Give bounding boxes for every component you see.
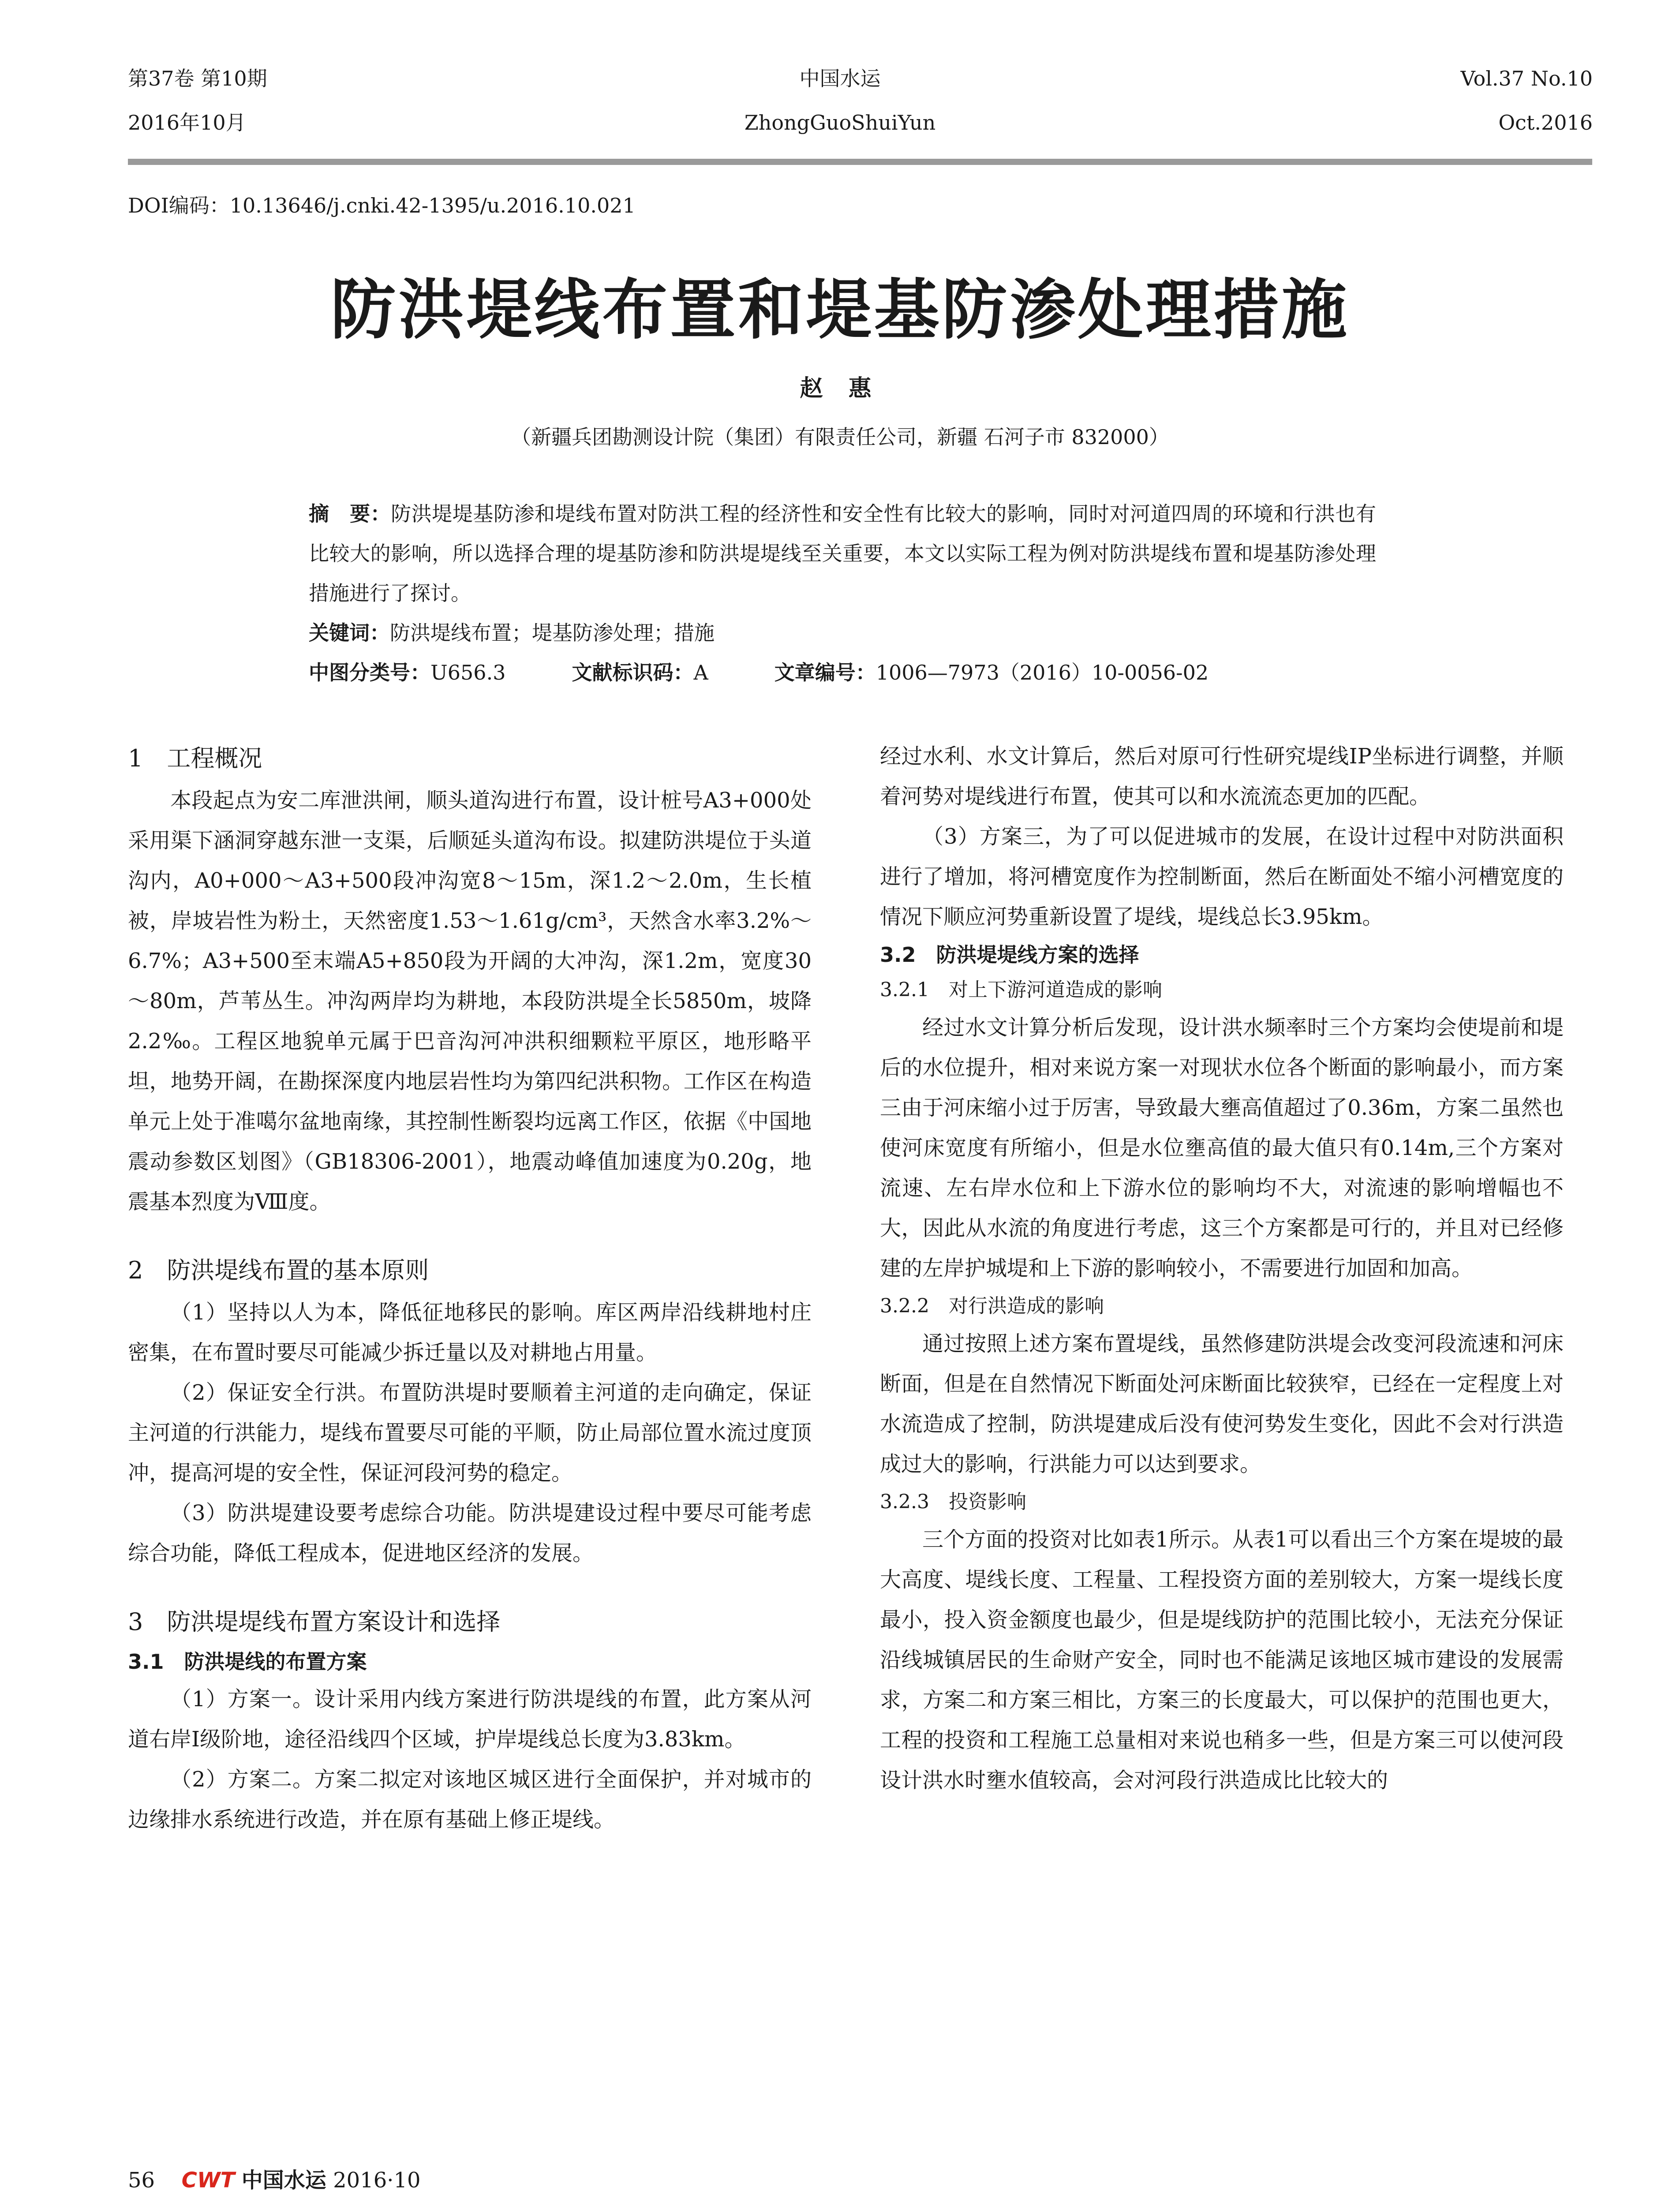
abstract [309,494,1376,692]
keywords-label: 关键词： [309,621,390,645]
header-journal-pinyin: ZhongGuoShuiYun [744,111,936,135]
section-1-heading: 1 工程概况 [128,744,262,772]
section-2-paragraph-3: （3）防洪堤建设要考虑综合功能。防洪堤建设过程中要尽可能考虑综合功能，降低工程成本，促进地区经济的发展。 [128,1501,812,1566]
page-footer [128,2163,421,2194]
header-volume: 第37卷 第10期 [128,67,267,90]
section-3-1-heading: 3.1 防洪堤线的布置方案 [128,1650,367,1674]
doi: DOI编码：10.13646/j.cnki.42-1395/u.2016.10.021 [128,194,636,217]
section-3-2-2-heading: 3.2.2 对行洪造成的影响 [880,1295,1104,1317]
section-3-1-paragraph-1: （1）方案一。设计采用内线方案进行防洪堤线的布置，此方案从河道右岸Ⅰ级阶地，途径沿线四个区域，护岸堤线总长度为3.83km。 [128,1687,812,1752]
right-column [880,736,1564,1801]
footer-journal: 中国水运 [241,2168,326,2193]
affiliation: （新疆兵团勘测设计院（集团）有限责任公司，新疆 石河子市 832000） [511,425,1169,449]
classification-line [309,653,1376,692]
left-column [128,736,812,1840]
section-3-2-heading: 3.2 防洪堤堤线方案的选择 [880,943,1139,967]
keywords: 防洪堤线布置；堤基防渗处理；措施 [390,621,715,645]
cwt-logo: CWT [181,2168,235,2193]
paper-title: 防洪堤线布置和堤基防渗处理措施 [330,272,1350,348]
section-3-2-1-paragraph: 经过水文计算分析后发现，设计洪水频率时三个方案均会使堤前和堤后的水位提升，相对来说方案一对现状水位各个断面的影响最小，而方案三由于河床缩小过于厉害，导致最大壅高值超过了0.36m，方案二虽然也使河床宽度有所缩小，但是水位壅高值的最大值只有0.14m,三个方案对流速、左右岸水位和上下游水位的影响均不大，对流速的影响增幅也不大，因此从水流的角度进行考虑，这三个方案都是可行的，并且对已经修建的左岸护城堤和上下游的影响较小，不需要进行加固和加高。 [880,1015,1564,1281]
footer-issue: 2016·10 [333,2168,421,2193]
header-journal-cn: 中国水运 [799,67,881,90]
section-2-paragraph-2: （2）保证安全行洪。布置防洪堤时要顺着主河道的走向确定，保证主河道的行洪能力，堤线布置要尽可能的平顺，防止局部位置水流过度顶冲，提高河堤的安全性，保证河段河势的稳定。 [128,1380,812,1485]
clc-value: U656.3 [430,661,506,684]
section-3-1-paragraph-2: （2）方案二。方案二拟定对该地区城区进行全面保护，并对城市的边缘排水系统进行改造，并在原有基础上修正堤线。 [128,1767,812,1832]
section-3-heading: 3 防洪堤堤线布置方案设计和选择 [128,1608,501,1636]
section-3-2-3-paragraph: 三个方面的投资对比如表1所示。从表1可以看出三个方案在堤坡的最大高度、堤线长度、工程量、工程投资方面的差别较大，方案一堤线长度最小，投入资金额度也最少，但是堤线防护的范围比较小，无法充分保证沿线城镇居民的生命财产安全，同时也不能满足该地区城市建设的发展需求，方案二和方案三相比，方案三的长度最大，可以保护的范围也更大，工程的投资和工程施工总量相对来说也稍多一些，但是方案三可以使河段设计洪水时壅水值较高，会对河段行洪造成比比较大的 [880,1527,1564,1793]
header-rule [128,159,1592,165]
author: 赵 惠 [800,375,880,402]
header-vol-no: Vol.37 No.10 [1460,67,1593,90]
section-3-2-1-heading: 3.2.1 对上下游河道造成的影响 [880,979,1162,1001]
abstract-label: 摘 要： [309,502,391,526]
scheme-3-paragraph: （3）方案三，为了可以促进城市的发展，在设计过程中对防洪面积进行了增加，将河槽宽度作为控制断面，然后在断面处不缩小河槽宽度的情况下顺应河势重新设置了堤线，堤线总长3.95km。 [880,824,1564,929]
page-number: 56 [128,2168,155,2193]
header-month: Oct.2016 [1498,111,1593,135]
section-2-heading: 2 防洪堤线布置的基本原则 [128,1256,429,1284]
section-1-paragraph: 本段起点为安二库泄洪闸，顺头道沟进行布置，设计桩号A3+000处采用渠下涵洞穿越东泄一支渠，后顺延头道沟布设。拟建防洪堤位于头道沟内，A0+000～A3+500段冲沟宽8～15m，深1.2～2.0m，生长植被，岸坡岩性为粉土，天然密度1.53～1.61g/cm³，天然含水率3.2%～6.7%；A3+500至末端A5+850段为开阔的大冲沟，深1.2m，宽度30～80m，芦苇丛生。冲沟两岸均为耕地，本段防洪堤全长5850m，坡降2.2‰。工程区地貌单元属于巴音沟河冲洪积细颗粒平原区，地形略平坦，地势开阔，在勘探深度内地层岩性均为第四纪洪积物。工作区在构造单元上处于准噶尔盆地南缘，其控制性断裂均远离工作区，依据《中国地震动参数区划图》（GB18306-2001），地震动峰值加速度为0.20g，地震基本烈度为Ⅷ度。 [128,788,812,1214]
section-3-2-2-paragraph: 通过按照上述方案布置堤线，虽然修建防洪堤会改变河段流速和河床断面，但是在自然情况下断面处河床断面比较狭窄，已经在一定程度上对水流造成了控制，防洪堤建成后没有使河势发生变化，因此不会对行洪造成过大的影响，行洪能力可以达到要求。 [880,1331,1564,1476]
article-no-value: 1006—7973（2016）10-0056-02 [876,661,1209,684]
doc-code-label: 文献标识码： [572,661,694,684]
continued-paragraph: 经过水利、水文计算后，然后对原可行性研究堤线IP坐标进行调整，并顺着河势对堤线进行布置，使其可以和水流流态更加的匹配。 [880,744,1564,809]
section-2-paragraph-1: （1）坚持以人为本，降低征地移民的影响。库区两岸沿线耕地村庄密集，在布置时要尽可能减少拆迁量以及对耕地占用量。 [128,1300,812,1365]
article-no-label: 文章编号： [774,661,876,684]
header-date: 2016年10月 [128,111,246,135]
abstract-text: 防洪堤堤基防渗和堤线布置对防洪工程的经济性和安全性有比较大的影响，同时对河道四周的环境和行洪也有比较大的影响，所以选择合理的堤基防渗和防洪堤堤线至关重要，本文以实际工程为例对防洪堤线布置和堤基防渗处理措施进行了探讨。 [309,502,1377,605]
clc-label: 中图分类号： [309,661,430,684]
section-3-2-3-heading: 3.2.3 投资影响 [880,1491,1026,1513]
doc-code-value: A [693,661,708,684]
